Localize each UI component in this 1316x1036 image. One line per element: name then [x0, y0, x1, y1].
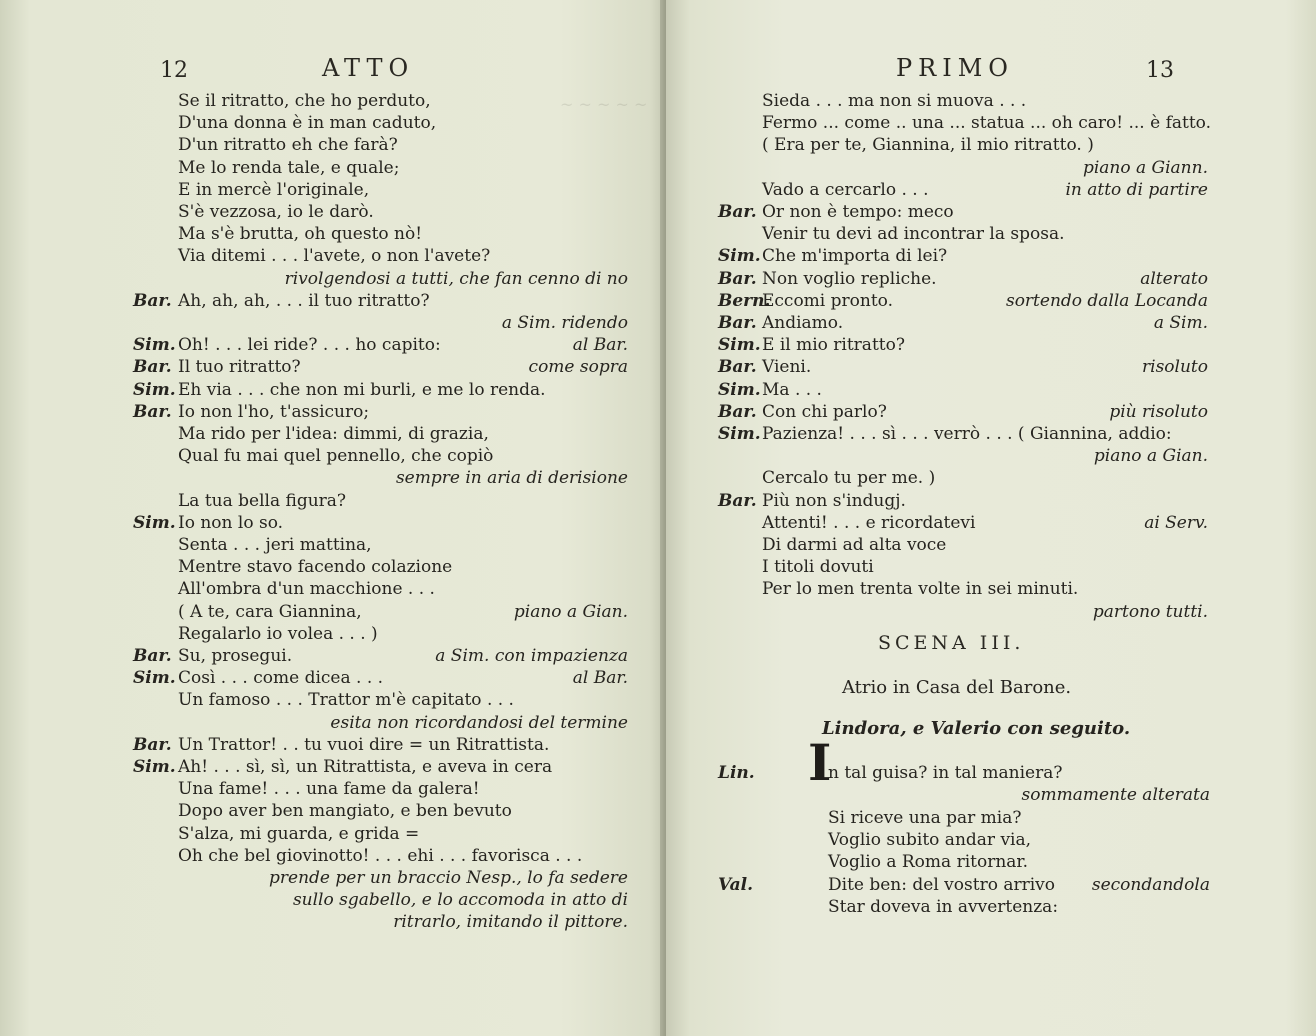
stage-direction: sempre in aria di derisione	[395, 468, 628, 489]
verse-line: Eh via . . . che non mi burli, e me lo renda.	[178, 379, 546, 400]
stage-direction: piano a Gian.	[1093, 446, 1208, 467]
verse-line: Ah, ah, ah, . . . il tuo ritratto?	[178, 290, 430, 311]
verse-line: S'è vezzosa, io le darò.	[178, 202, 374, 222]
stage-direction: più risoluto	[1109, 401, 1208, 422]
verse-line: Per lo men trenta volte in sei minuti.	[762, 579, 1079, 600]
verse-line: Ma s'è brutta, oh questo nò!	[178, 224, 423, 245]
verse-line: Me lo renda tale, e quale;	[178, 157, 400, 178]
verse-line: Io non lo so.	[178, 512, 284, 533]
verse-line: Voglio subito andar via,	[828, 829, 1032, 850]
page-number: 12	[160, 58, 188, 83]
verse-line: Ma rido per l'idea: dimmi, di grazia,	[178, 424, 489, 444]
verse-line: D'una donna è in man caduto,	[178, 113, 437, 134]
stage-direction: risoluto	[1142, 357, 1208, 378]
verse-line: Pazienza! . . . sì . . . verrò . . . ( Giannina, addio:	[762, 424, 1172, 444]
verse-line: n tal guisa? in tal maniera?	[828, 763, 1063, 783]
speaker-label: Bar.	[718, 313, 757, 333]
running-head: PRIMO	[896, 54, 1014, 82]
verse-line: Se il ritratto, che ho perduto,	[178, 91, 431, 111]
speaker-label: Bar.	[133, 734, 172, 755]
verse-line: Un famoso . . . Trattor m'è capitato . . .	[178, 690, 514, 711]
scene-setting: Atrio in Casa del Barone.	[842, 677, 1072, 698]
speaker-label: Sim.	[718, 335, 761, 356]
verse-line: I titoli dovuti	[762, 557, 874, 578]
verse-line: Il tuo ritratto?	[178, 357, 301, 378]
verse-line: Così . . . come dicea . . .	[178, 668, 384, 689]
speaker-label: Sim.	[133, 668, 176, 689]
verse-line: Con chi parlo?	[762, 401, 887, 422]
verse-line: Una fame! . . . una fame da galera!	[178, 779, 480, 800]
verse-line: Su, prosegui.	[178, 646, 293, 666]
speaker-label: Bar.	[718, 401, 757, 422]
verse-line: Oh che bel giovinotto! . . . ehi . . . favorisca . . .	[178, 845, 583, 866]
stage-direction: alterato	[1140, 268, 1208, 289]
stage-direction: in atto di partire	[1065, 179, 1208, 200]
speaker-label: Bar.	[718, 202, 757, 222]
verse-line: Venir tu devi ad incontrar la sposa.	[762, 224, 1065, 245]
stage-direction: a Sim. ridendo	[501, 313, 628, 333]
verse-line: Vieni.	[762, 357, 812, 378]
verse-line: Dite ben: del vostro arrivo	[828, 874, 1055, 895]
verse-line: La tua bella figura?	[178, 490, 347, 511]
drop-capital: I	[808, 733, 832, 792]
stage-direction: piano a Giann.	[1082, 157, 1208, 178]
speaker-label: Sim.	[718, 424, 761, 444]
speaker-label: Bar.	[718, 357, 757, 378]
verse-line: Or non è tempo: meco	[762, 202, 954, 222]
speaker-label: Bern.	[718, 290, 771, 311]
stage-direction: ai Serv.	[1144, 512, 1208, 533]
verse-line: Io non l'ho, t'assicuro;	[178, 401, 370, 422]
page-number: 13	[1146, 58, 1174, 83]
stage-direction: a Sim.	[1153, 313, 1208, 333]
verse-line: Sieda . . . ma non si muova . . .	[762, 91, 1027, 111]
stage-direction: a Sim. con impazienza	[435, 646, 628, 666]
verse-line: E il mio ritratto?	[762, 335, 905, 356]
verse-line: Regalarlo io volea . . . )	[178, 623, 378, 644]
speaker-label: Bar.	[133, 357, 172, 378]
verse-line: Oh! . . . lei ride? . . . ho capito:	[178, 335, 441, 356]
verse-line: Via ditemi . . . l'avete, o non l'avete?	[178, 246, 491, 267]
speaker-label: Bar.	[718, 268, 757, 289]
verse-line: S'alza, mi guarda, e grida =	[178, 823, 420, 844]
verse-line: Più non s'indugj.	[762, 490, 906, 511]
verse-line: Qual fu mai quel pennello, che copiò	[178, 446, 494, 467]
stage-direction: esita non ricordandosi del termine	[330, 712, 628, 733]
speaker-label: Bar.	[718, 490, 757, 511]
verse-line: All'ombra d'un macchione . . .	[178, 579, 435, 600]
stage-direction: come sopra	[528, 357, 628, 378]
verse-line: Attenti! . . . e ricordatevi	[762, 512, 976, 533]
verse-line: Mentre stavo facendo colazione	[178, 557, 453, 578]
stage-direction: sommamente alterata	[1021, 785, 1210, 806]
verse-line: Ma . . .	[762, 379, 822, 400]
stage-direction: prende per un braccio Nesp., lo fa sedere	[269, 868, 628, 888]
stage-direction: ritrarlo, imitando il pittore.	[393, 912, 628, 933]
stage-direction: sullo sgabello, e lo accomoda in atto di	[292, 890, 628, 911]
scene-heading: SCENA III.	[878, 632, 1025, 654]
speaker-label: Bar.	[133, 401, 172, 422]
stage-direction: rivolgendosi a tutti, che fan cenno di no	[284, 268, 628, 289]
speaker-label: Sim.	[133, 512, 176, 533]
verse-line: ( A te, cara Giannina,	[178, 601, 362, 622]
right-page	[666, 0, 1316, 1036]
stage-direction: piano a Gian.	[513, 601, 628, 622]
speaker-label: Val.	[718, 874, 754, 895]
speaker-label: Sim.	[133, 335, 176, 356]
verse-line: Vado a cercarlo . . .	[762, 179, 929, 200]
verse-line: Che m'importa di lei?	[762, 246, 948, 267]
speaker-label: Bar.	[133, 290, 172, 311]
bleed-through-text: ~ ~ ~ ~ ~	[560, 95, 648, 114]
verse-line: Voglio a Roma ritornar.	[828, 852, 1029, 873]
speaker-label: Sim.	[133, 379, 176, 400]
stage-direction: al Bar.	[572, 335, 628, 356]
verse-line: Non voglio repliche.	[762, 268, 937, 289]
verse-line: Un Trattor! . . tu vuoi dire = un Ritrattista.	[178, 734, 550, 755]
stage-direction: secondandola	[1091, 874, 1210, 895]
running-head: ATTO	[322, 54, 415, 82]
verse-line: D'un ritratto eh che farà?	[178, 135, 398, 156]
verse-line: Si riceve una par mia?	[828, 807, 1022, 828]
verse-line: Star doveva in avvertenza:	[828, 896, 1059, 917]
speaker-label: Sim.	[133, 757, 176, 777]
verse-line: Fermo ... come .. una ... statua ... oh caro! ... è fatto.	[762, 113, 1212, 134]
verse-line: ( Era per te, Giannina, il mio ritratto. )	[762, 135, 1094, 156]
speaker-label: Sim.	[718, 246, 761, 267]
stage-direction: partono tutti.	[1092, 601, 1208, 622]
verse-line: E in mercè l'originale,	[178, 179, 370, 200]
speaker-label: Lin.	[718, 763, 755, 783]
verse-line: Dopo aver ben mangiato, e ben bevuto	[178, 801, 512, 822]
stage-direction: al Bar.	[572, 668, 628, 689]
scene-characters: Lindora, e Valerio con seguito.	[822, 718, 1131, 739]
verse-line: Eccomi pronto.	[762, 290, 894, 311]
verse-line: Andiamo.	[762, 313, 844, 333]
verse-line: Cercalo tu per me. )	[762, 468, 936, 489]
speaker-label: Bar.	[133, 646, 172, 666]
stage-direction: sortendo dalla Locanda	[1005, 290, 1208, 311]
verse-line: Ah! . . . sì, sì, un Ritrattista, e aveva in cera	[178, 757, 553, 777]
verse-line: Di darmi ad alta voce	[762, 535, 947, 555]
verse-line: Senta . . . jeri mattina,	[178, 535, 372, 555]
speaker-label: Sim.	[718, 379, 761, 400]
